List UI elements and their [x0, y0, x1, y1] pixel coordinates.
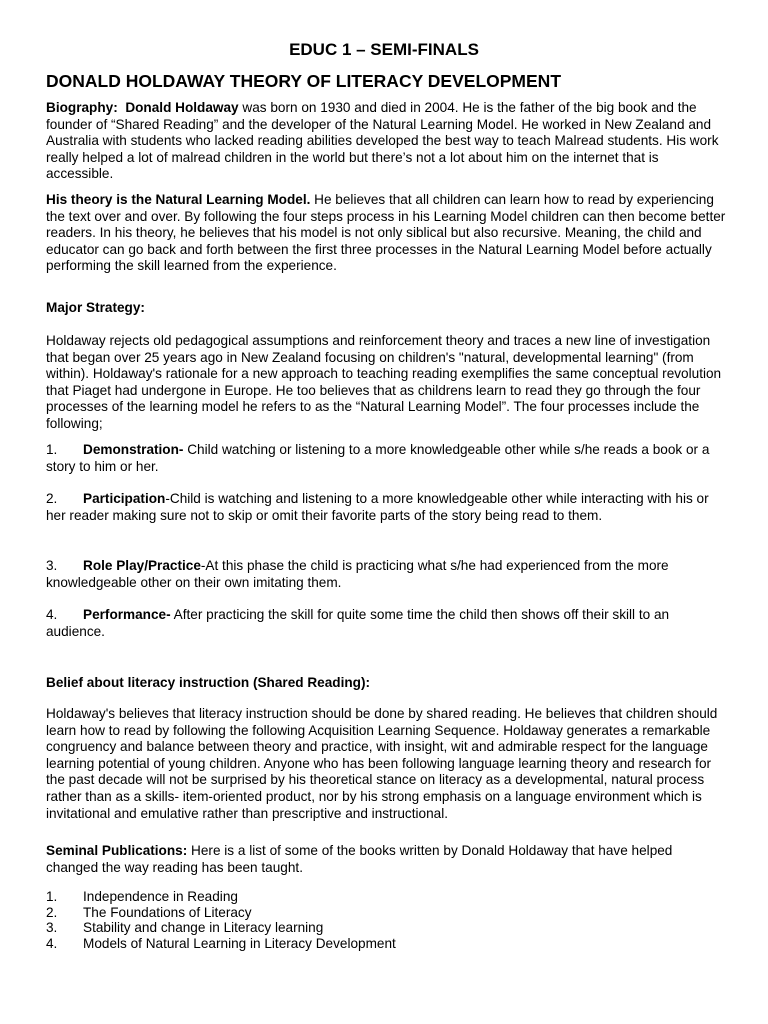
- theory-lead: His theory is the Natural Learning Model.: [46, 192, 311, 207]
- book-title: Independence in Reading: [83, 889, 238, 904]
- belief-paragraph: Holdaway's believes that literacy instruction should be done by shared reading. He believes that children should learn how to read by following the following Acquisition Learning Sequence. Holdaway generates a remarkable congruency and balance between theory and practice, with insight, wit and admirable respect for the language learning potential of young children. Anyone who has been following language learning theory and research for the past decade will not be surprised by his theoretical stance on literacy as a developmental, natural process rather than as a skills- item-oriented product, nor by his strong emphasis on a language environment which is invitational and emulative rather than prescriptive and instructional.: [46, 706, 718, 821]
- process-term: Role Play/Practice: [83, 558, 201, 573]
- process-item-participation: [46, 491, 726, 524]
- biography-name: Donald Holdaway: [125, 100, 239, 115]
- process-text: Child watching or listening to a more knowledgeable other while s/he reads a book or a story to him or her.: [46, 442, 710, 474]
- biography-text: was born on 1930 and died in 2004. He is the father of the big book and the founder of “Shared Reading” and the developer of the Natural Learning Model. He worked in New Zealand and Australia with students who lacked reading abilities developed the best way to teach Malread students. His work really helped a lot of malread children in the world but there’s not a lot about him on the internet that is accessible.: [46, 100, 719, 182]
- process-item-role-play: [46, 558, 726, 591]
- process-term: Demonstration-: [83, 442, 184, 457]
- biography-label: Biography:: [46, 100, 118, 115]
- book-title: Models of Natural Learning in Literacy Development: [83, 935, 396, 951]
- belief-heading: Belief about literacy instruction (Shared Reading):: [46, 675, 371, 690]
- list-number: 2.: [46, 904, 58, 920]
- process-item-demonstration: [46, 442, 726, 475]
- publications-label: Seminal Publications:: [46, 843, 188, 858]
- list-item: [46, 920, 726, 936]
- publications-text: Here is a list of some of the books written by Donald Holdaway that have helped changed the way reading has been taught.: [46, 843, 673, 875]
- book-title: Stability and change in Literacy learning: [83, 920, 324, 936]
- book-title: The Foundations of Literacy: [83, 904, 252, 920]
- course-title: EDUC 1 – SEMI-FINALS: [289, 40, 479, 59]
- biography-paragraph: [46, 100, 726, 183]
- publications-paragraph: [46, 843, 726, 876]
- process-term: Performance-: [83, 607, 171, 622]
- list-number: 3.: [46, 920, 58, 936]
- process-text: -At this phase the child is practicing what s/he had experienced from the more knowledgeable other on their own imitating them.: [46, 558, 669, 590]
- process-number: 4.: [46, 607, 58, 622]
- process-number: 2.: [46, 491, 58, 506]
- process-number: 1.: [46, 442, 58, 457]
- strategy-heading: Major Strategy:: [46, 300, 145, 315]
- strategy-paragraph: Holdaway rejects old pedagogical assumptions and reinforcement theory and traces a new line of investigation that began over 25 years ago in New Zealand focusing on children's "natural, developmental learning" (from within). Holdaway's rationale for a new approach to teaching reading exemplifies the same conceptual revolution that Piaget had undergone in Europe. He too believes that as childrens learn to read they go through the four processes of the learning model he refers to as the “Natural Learning Model”. The four processes include the following;: [46, 333, 722, 431]
- theory-paragraph: [46, 192, 726, 275]
- list-item: [46, 905, 726, 921]
- list-item: [46, 889, 726, 905]
- publications-list: [46, 889, 726, 951]
- process-number: 3.: [46, 558, 58, 573]
- list-number: 4.: [46, 935, 58, 951]
- process-term: Participation: [83, 491, 166, 506]
- list-item: [46, 936, 726, 952]
- list-number: 1.: [46, 889, 58, 904]
- theory-text: He believes that all children can learn how to read by experiencing the text over and over. By following the four steps process in his Learning Model children can then become better readers. In his theory, he believes that his model is not only siblical but also recursive. Meaning, the child and educator can go back and forth between the first three processes in the Natural Learning Model before actually performing the skill learned from the experience.: [46, 192, 726, 274]
- document-title: DONALD HOLDAWAY THEORY OF LITERACY DEVELOPMENT: [46, 71, 562, 91]
- process-text: After practicing the skill for quite some time the child then shows off their skill to an audience.: [46, 607, 670, 639]
- process-text: -Child is watching and listening to a more knowledgeable other while interacting with his or her reader making sure not to skip or omit their favorite parts of the story being read to them.: [46, 491, 709, 523]
- process-item-performance: [46, 607, 726, 640]
